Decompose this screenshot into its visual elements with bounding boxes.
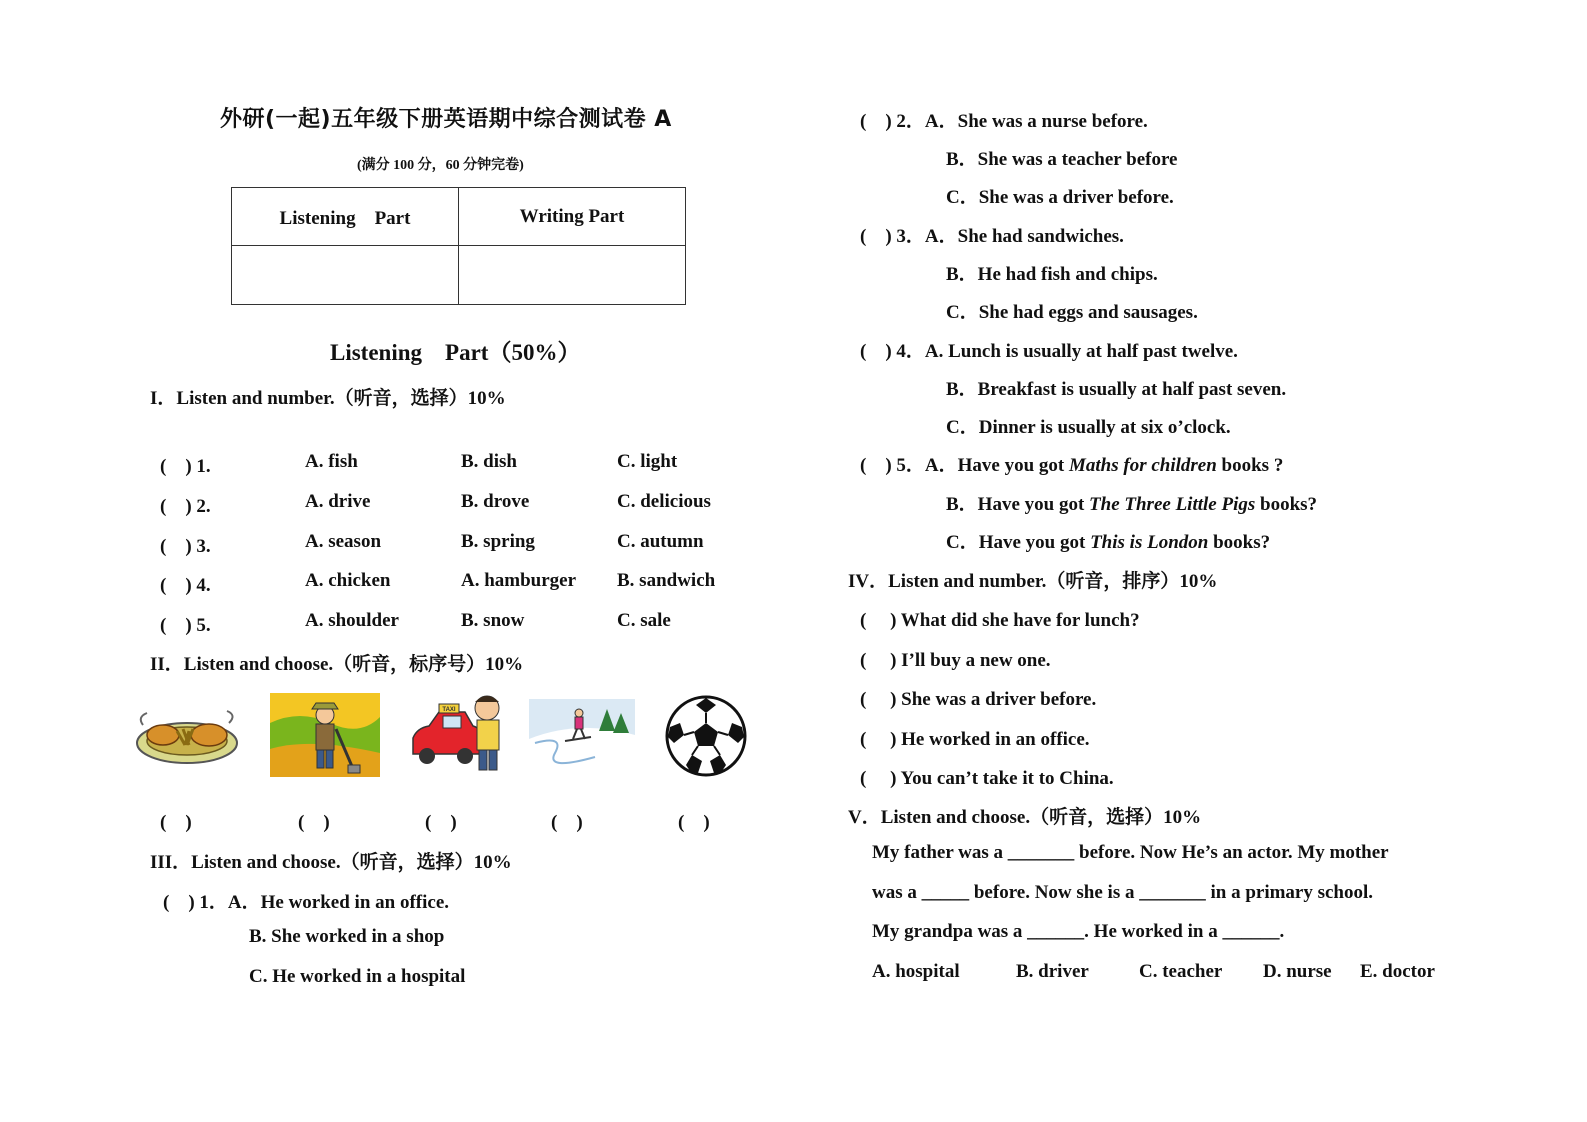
s1-row-2-num[interactable]: ( ) 2. [160,496,211,517]
s1-row-2-a: A. drive [305,491,371,512]
score-header-listening: Listening Part [232,188,459,246]
section-1-heading: I．Listen and number.（听音，选择）10% [150,388,506,409]
s1-row-4-c: B. sandwich [617,570,716,591]
section-4-heading: IV．Listen and number.（听音，排序）10% [848,571,1218,592]
s3-q1-b: B. She worked in a shop [249,926,445,947]
s3-q1-c: C. He worked in a hospital [249,966,466,987]
page-title: 外研(一起)五年级下册英语期中综合测试卷 A [220,107,672,132]
s3-q3-a[interactable]: ( ) 3．A．She had sandwiches. [860,226,1124,247]
s4-item-1[interactable]: ( ) What did she have for lunch? [860,610,1140,631]
s5-option-d: D. nurse [1263,961,1332,982]
s1-row-5-c: C. sale [617,610,671,631]
score-header-writing: Writing Part [459,188,686,246]
s1-row-1-c: C. light [617,451,678,472]
s5-option-a: A. hospital [872,961,960,982]
s2-blank-5[interactable]: ( ) [678,812,710,833]
s3-q5-a-title: Maths for children [1068,455,1217,476]
s1-row-5-num[interactable]: ( ) 5. [160,615,211,636]
s5-option-c: C. teacher [1139,961,1223,982]
s2-blank-2[interactable]: ( ) [298,812,330,833]
s3-q5-a-post: books ? [1216,455,1284,476]
s2-blank-3[interactable]: ( ) [425,812,457,833]
s1-row-3-num[interactable]: ( ) 3. [160,536,211,557]
s3-q5-a[interactable] [860,450,1283,477]
s1-row-2-c: C. delicious [617,491,711,512]
s3-q5-b-post: books? [1255,494,1318,515]
s1-row-3-c: C. autumn [617,531,704,552]
s1-row-4-num[interactable]: ( ) 4. [160,575,211,596]
s3-q5-c [946,527,1270,554]
s4-item-5[interactable]: ( ) You can’t take it to China. [860,768,1114,789]
s5-line-1[interactable]: My father was a _______ before. Now He’s an actor. My mother [872,842,1389,863]
s3-q3-b: B．He had fish and chips. [946,264,1158,285]
s3-q4-a[interactable]: ( ) 4．A. Lunch is usually at half past twelve. [860,341,1238,362]
farmer-picture [270,693,380,777]
s1-row-2-b: B. drove [461,491,530,512]
s3-q5-b-pre: B．Have you got [946,494,1090,515]
s2-blank-4[interactable]: ( ) [551,812,583,833]
s3-q5-b-title: The Three Little Pigs [1089,494,1256,515]
s4-item-4[interactable]: ( ) He worked in an office. [860,729,1090,750]
s1-row-3-b: B. spring [461,531,535,552]
s3-q5-b [946,489,1317,516]
s3-q5-c-title: This is London [1090,532,1209,553]
s5-line-3[interactable]: My grandpa was a ______. He worked in a ______. [872,921,1285,942]
s4-item-3[interactable]: ( ) She was a driver before. [860,689,1097,710]
section-2-heading: II．Listen and choose.（听音，标序号）10% [150,654,524,675]
s5-option-e: E. doctor [1360,961,1435,982]
s3-q3-c: C．She had eggs and sausages. [946,302,1198,323]
football-picture [664,695,748,777]
section-3-heading: III．Listen and choose.（听音，选择）10% [150,852,512,873]
s1-row-4-b: A. hamburger [461,570,577,591]
score-cell-listening[interactable] [232,246,459,305]
s3-q5-c-post: books? [1208,532,1271,553]
s3-q2-a[interactable]: ( ) 2．A．She was a nurse before. [860,111,1148,132]
s1-row-4-a: A. chicken [305,570,391,591]
taxi-sign-text: TAXI [442,707,456,713]
s3-q4-b: B．Breakfast is usually at half past seven. [946,379,1287,400]
s1-row-3-a: A. season [305,531,382,552]
s4-item-2[interactable]: ( ) I’ll buy a new one. [860,650,1051,671]
s3-q5-a-pre: ( ) 5．A．Have you got [860,455,1069,476]
score-cell-writing[interactable] [459,246,686,305]
s2-blank-1[interactable]: ( ) [160,812,192,833]
s3-q4-c: C．Dinner is usually at six o’clock. [946,417,1231,438]
s3-q5-c-pre: C．Have you got [946,532,1091,553]
page-subtitle: (满分 100 分，60 分钟完卷) [357,158,524,173]
s1-row-1-a: A. fish [305,451,358,472]
s1-row-1-b: B. dish [461,451,517,472]
s1-row-5-b: B. snow [461,610,525,631]
s3-q2-c: C．She was a driver before. [946,187,1174,208]
fish-and-chips-picture [133,705,241,767]
section-5-heading: V．Listen and choose.（听音，选择）10% [848,807,1202,828]
score-table [231,187,686,305]
s5-line-2[interactable]: was a _____ before. Now she is a _______ in a primary school. [872,882,1374,903]
s5-option-b: B. driver [1016,961,1089,982]
s3-q2-b: B．She was a teacher before [946,149,1178,170]
listening-part-title: Listening Part（50%） [330,340,581,365]
taxi-driver-picture [409,692,509,774]
s1-row-1-num[interactable]: ( ) 1. [160,456,211,477]
s1-row-5-a: A. shoulder [305,610,399,631]
skiing-picture [529,699,635,767]
s3-q1-a[interactable]: ( ) 1．A．He worked in an office. [163,892,450,913]
